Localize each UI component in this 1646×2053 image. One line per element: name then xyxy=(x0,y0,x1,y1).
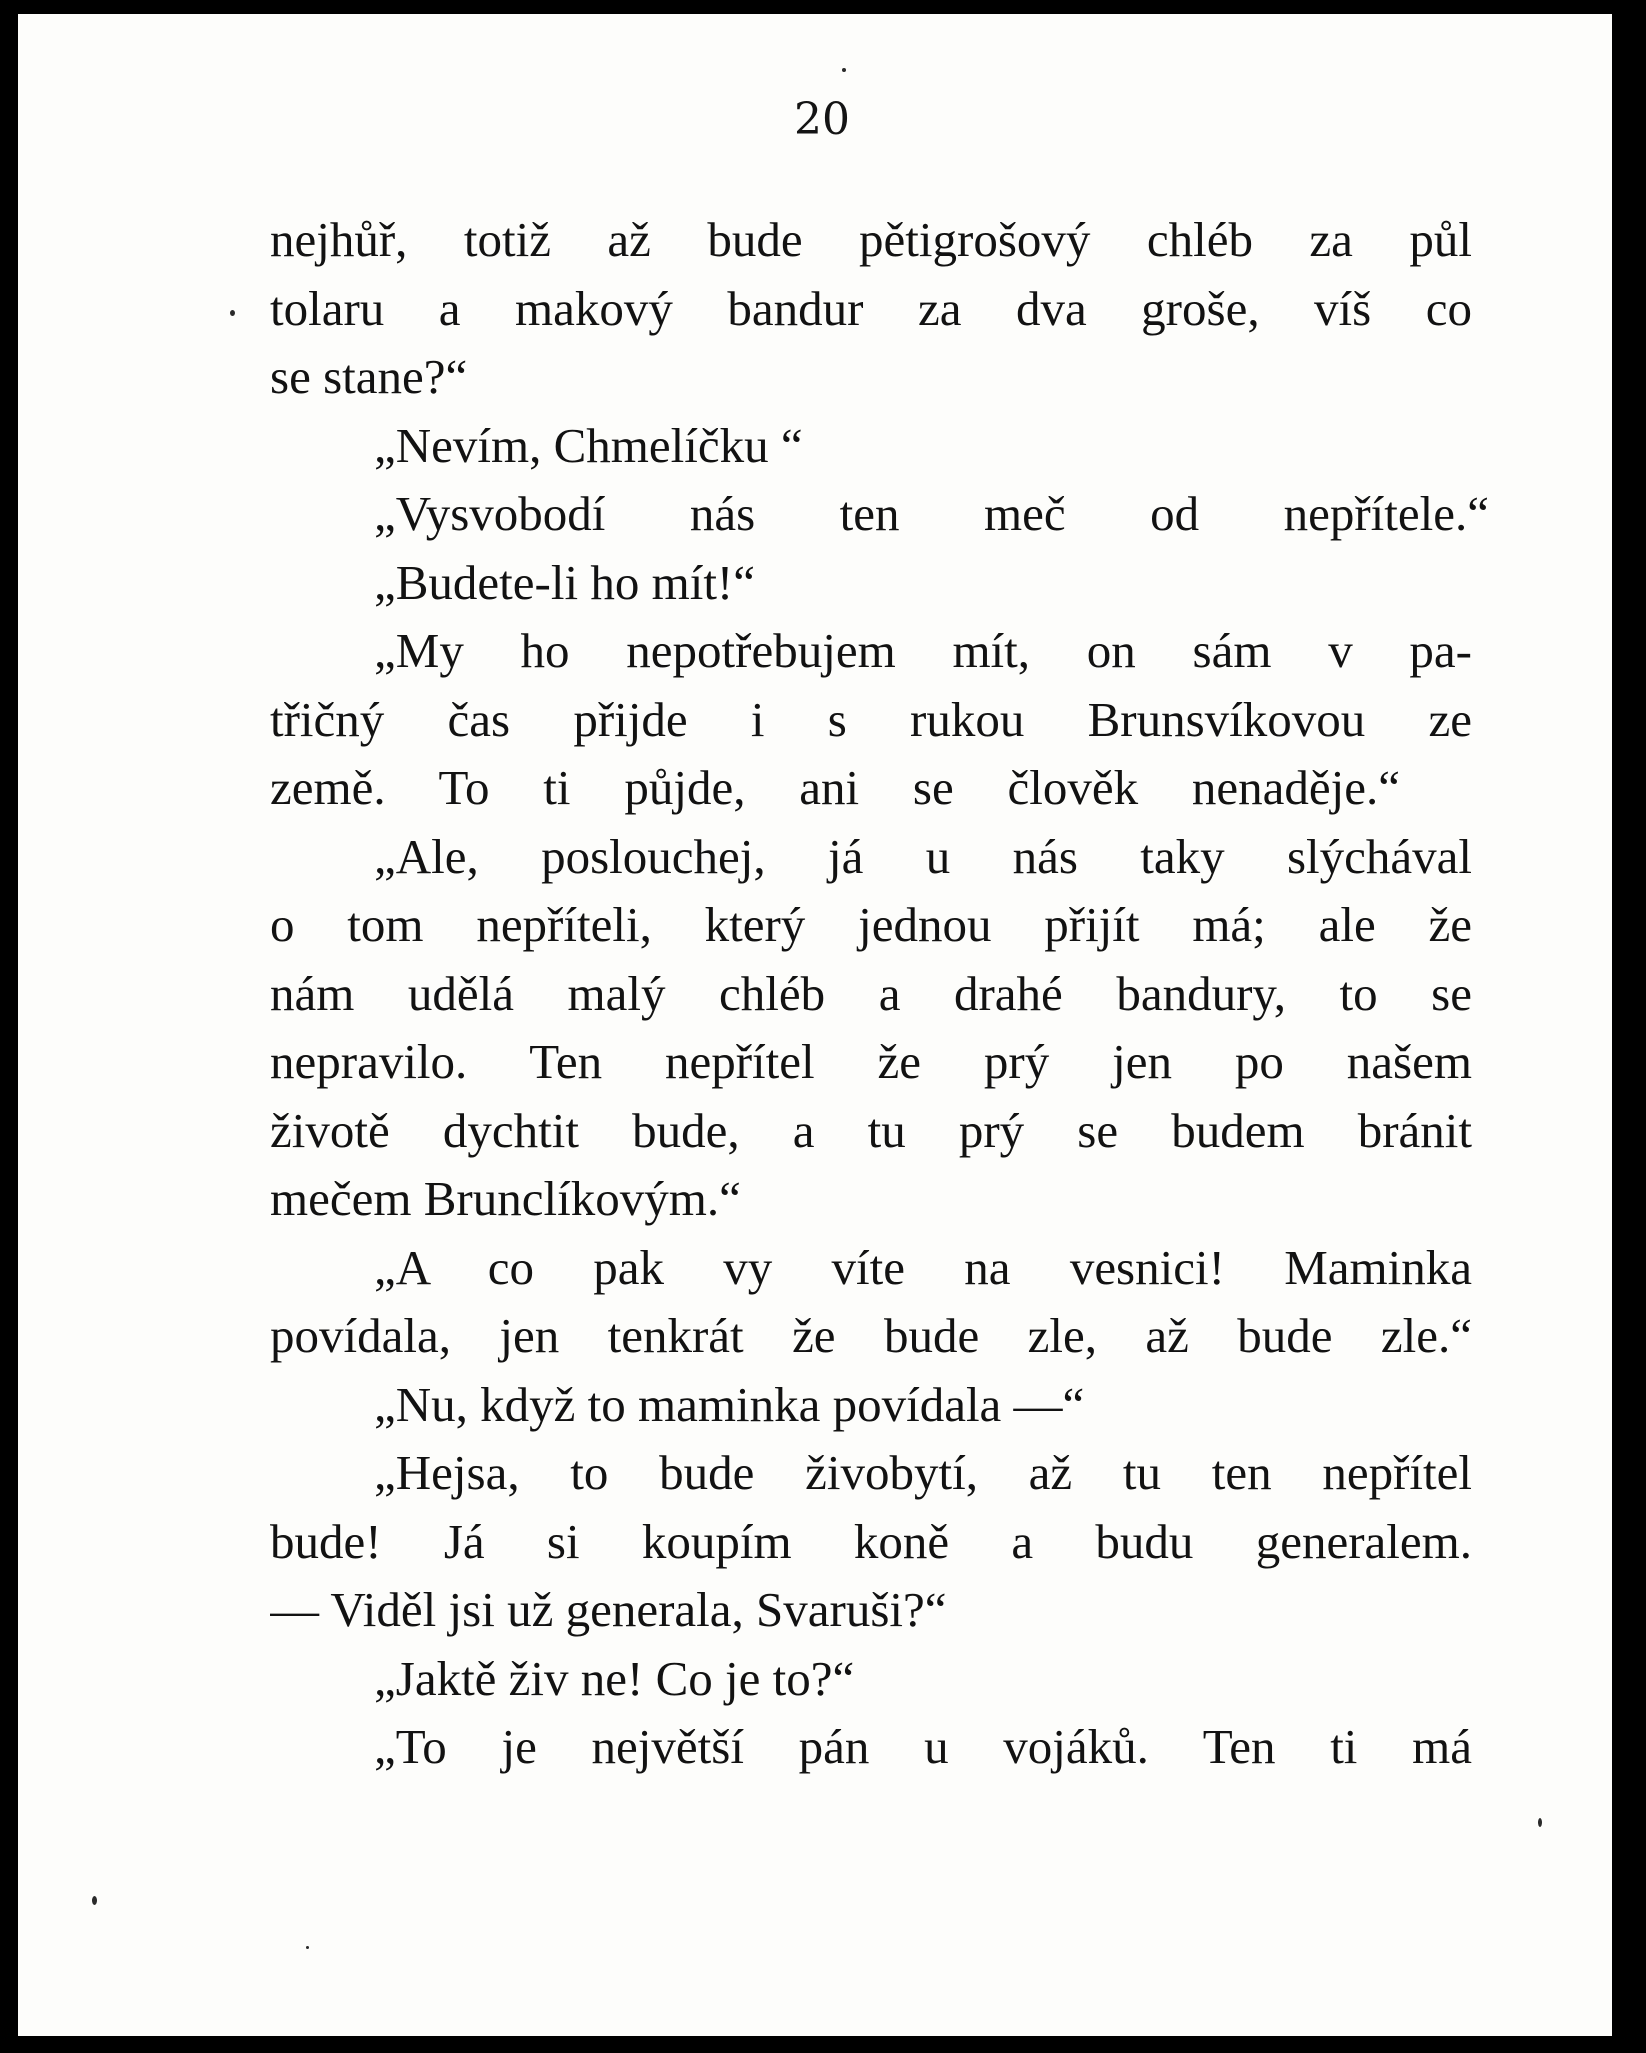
body-text xyxy=(270,206,1489,1782)
text-line: „Nu, když to maminka povídala —“ xyxy=(374,1376,1085,1432)
text-line: „To je největší pán u vojáků. Ten ti má xyxy=(374,1719,1472,1774)
text-line: bude! Já si koupím koně a budu generalem. xyxy=(270,1513,1472,1569)
print-speck xyxy=(1538,1818,1542,1827)
text-line: nepravilo. Ten nepřítel že prý jen po našem xyxy=(270,1034,1472,1089)
text-line: se stane?“ xyxy=(270,349,468,404)
print-speck xyxy=(92,1896,97,1905)
print-speck xyxy=(230,310,235,316)
text-line: „Hejsa, to bude živobytí, až tu ten nepřítel xyxy=(374,1445,1472,1500)
text-line: povídala, jen tenkrát že bude zle, až bude zle.“ xyxy=(270,1308,1472,1363)
print-speck xyxy=(306,1946,309,1949)
text-line: o tom nepříteli, který jednou přijít má; ale že xyxy=(270,897,1472,952)
text-line: „A co pak vy víte na vesnici! Maminka xyxy=(374,1239,1472,1295)
text-line: „Budete-li ho mít!“ xyxy=(374,554,755,610)
page-number: 20 xyxy=(794,94,850,145)
text-line: „Ale, poslouchej, já u nás taky slýchával xyxy=(374,828,1472,884)
text-line: mečem Brunclíkovým.“ xyxy=(270,1171,741,1226)
text-line: nejhůř, totiž až bude pětigrošový chléb za půl xyxy=(270,212,1472,267)
text-line: — Viděl jsi už generala, Svaruši?“ xyxy=(270,1582,947,1637)
text-line: „Vysvobodí nás ten meč od nepřítele.“ xyxy=(374,486,1489,541)
text-line: tolaru a makový bandur za dva groše, víš co xyxy=(270,280,1472,336)
text-line: třičný čas přijde i s rukou Brunsvíkovou ze xyxy=(270,691,1472,747)
book-page xyxy=(18,14,1612,2036)
text-line: země. To ti půjde, ani se člověk nenaděje.“ xyxy=(270,760,1400,815)
text-line: „Jaktě živ ne! Co je to?“ xyxy=(374,1650,855,1706)
text-line: „My ho nepotřebujem mít, on sám v pa- xyxy=(374,623,1472,678)
text-line: „Nevím, Chmelíčku “ xyxy=(374,417,803,473)
text-line: životě dychtit bude, a tu prý se budem bránit xyxy=(270,1102,1472,1158)
print-speck xyxy=(842,68,846,72)
text-line: nám udělá malý chléb a drahé bandury, to se xyxy=(270,965,1472,1021)
